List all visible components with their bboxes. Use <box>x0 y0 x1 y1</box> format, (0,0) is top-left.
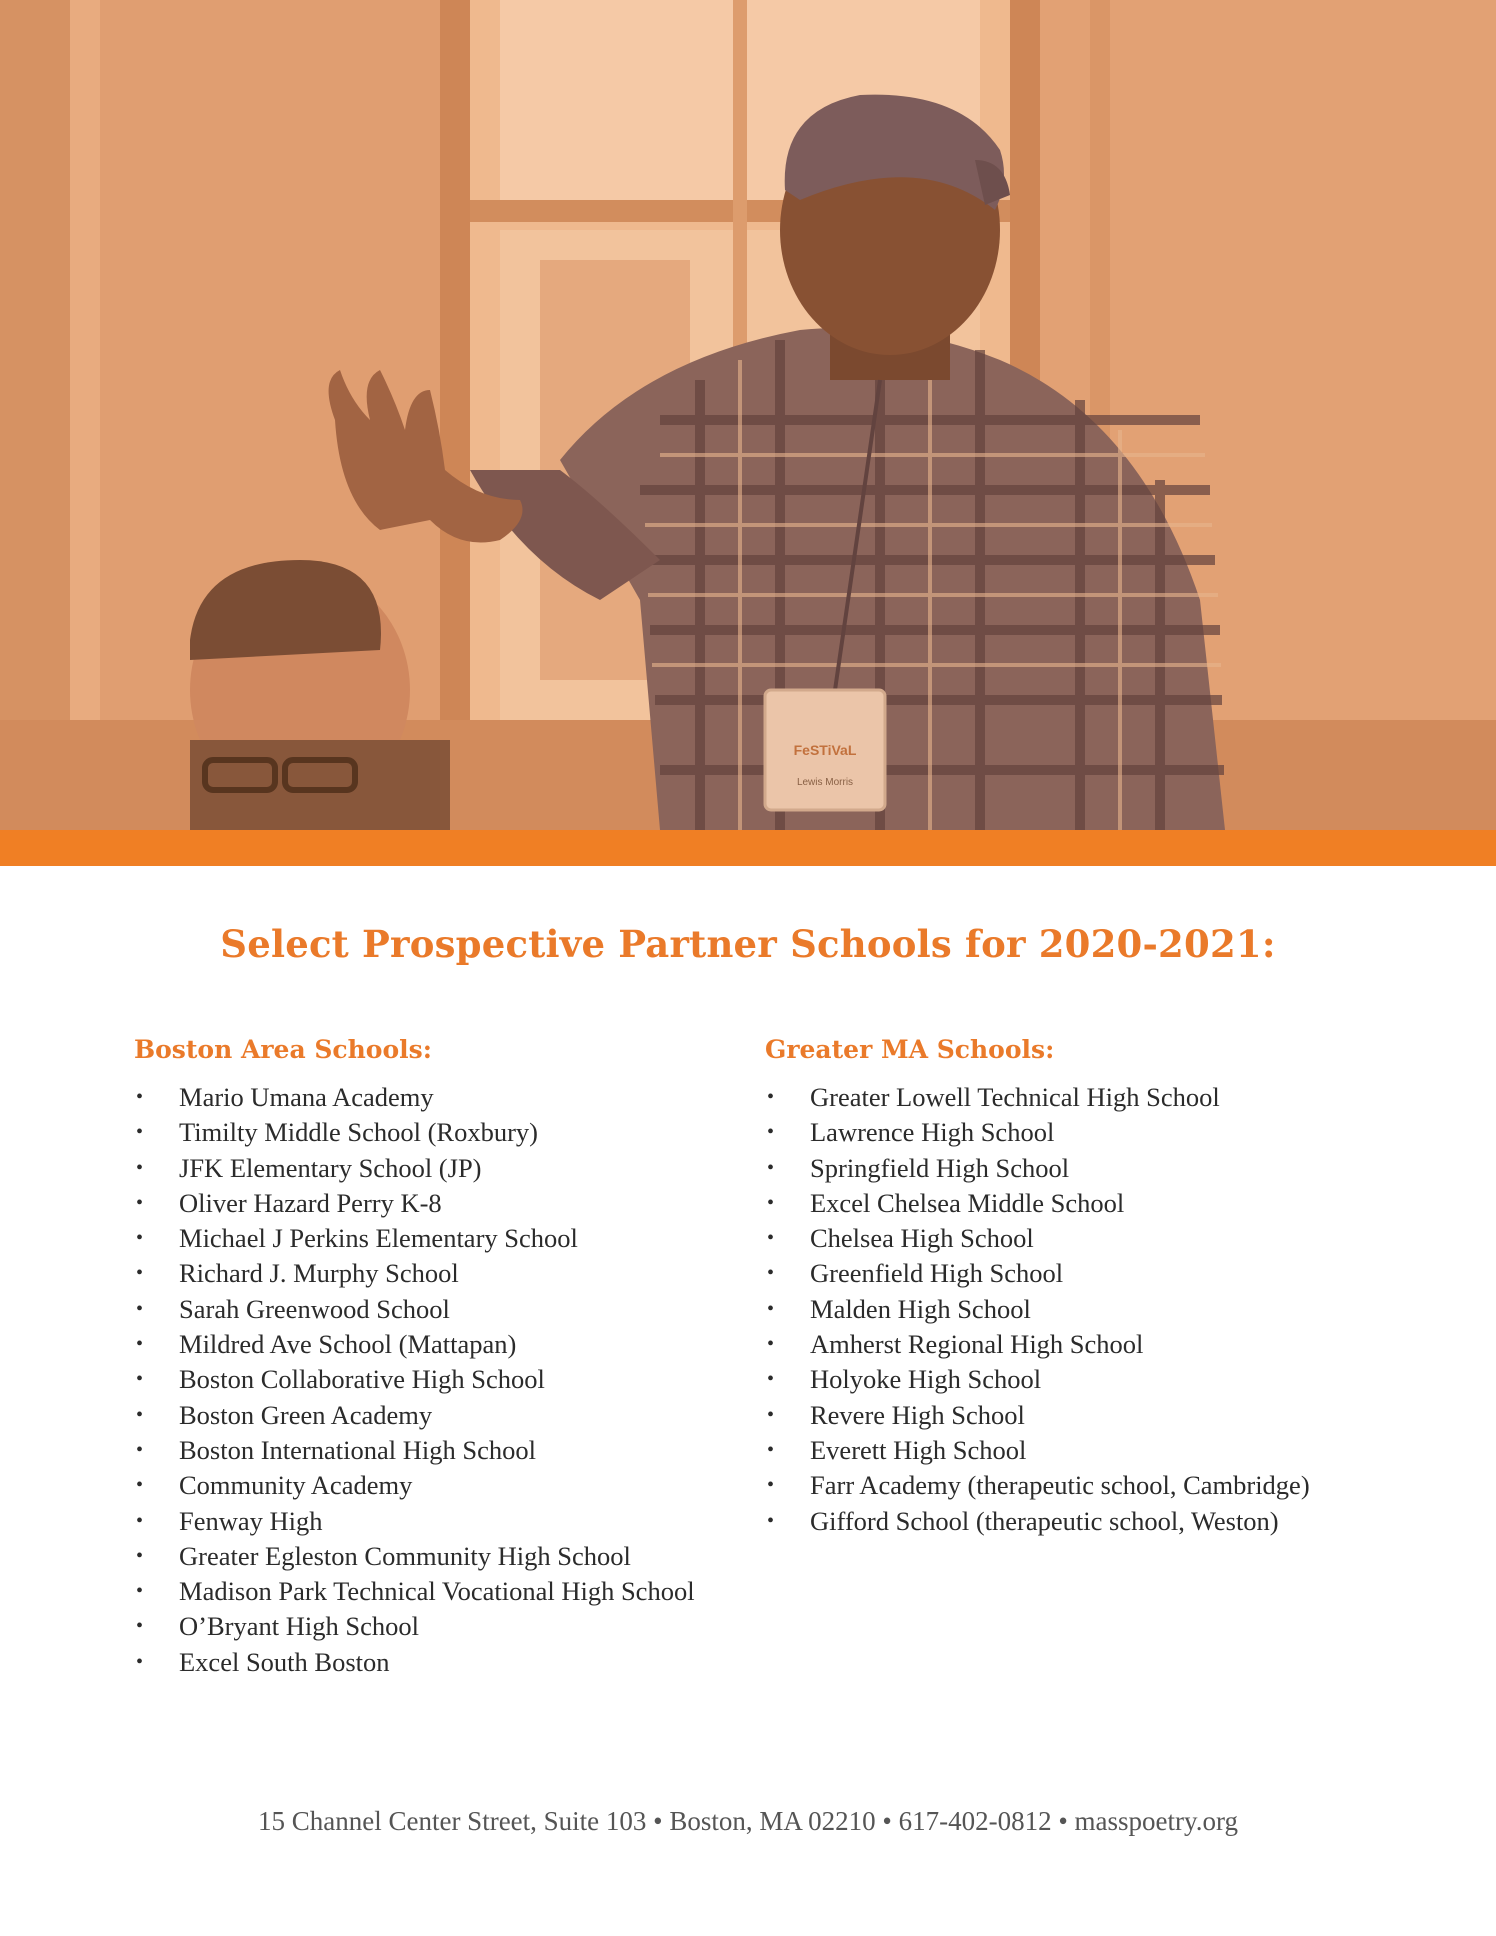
school-name: Farr Academy (therapeutic school, Cambridge) <box>810 1470 1310 1501</box>
school-name: Madison Park Technical Vocational High School <box>179 1576 695 1607</box>
boston-schools-column <box>134 1032 734 1680</box>
bullet-icon: • <box>767 1297 775 1320</box>
bullet-icon: • <box>136 1580 144 1603</box>
greater-ma-schools-column <box>765 1032 1365 1539</box>
school-name: Gifford School (therapeutic school, Weston) <box>810 1505 1279 1536</box>
bullet-icon: • <box>767 1227 775 1250</box>
school-name: Fenway High <box>179 1505 323 1536</box>
school-name: Amherst Regional High School <box>810 1329 1144 1360</box>
bullet-icon: • <box>136 1474 144 1497</box>
school-name: Malden High School <box>810 1293 1031 1324</box>
hero-photo <box>0 0 1496 830</box>
bullet-icon: • <box>136 1227 144 1250</box>
boston-schools-list <box>134 1080 734 1680</box>
list-item <box>765 1362 1365 1397</box>
list-item <box>134 1327 734 1362</box>
school-name: Sarah Greenwood School <box>179 1293 450 1324</box>
list-item <box>134 1468 734 1503</box>
bullet-icon: • <box>136 1403 144 1426</box>
bullet-icon: • <box>767 1086 775 1108</box>
bullet-icon: • <box>136 1191 144 1214</box>
list-item <box>134 1292 734 1327</box>
bullet-icon: • <box>136 1333 144 1356</box>
list-item <box>134 1221 734 1256</box>
list-item <box>765 1151 1365 1186</box>
orange-divider-band <box>0 830 1496 866</box>
page-title: Select Prospective Partner Schools for 2020-2021: <box>220 922 1276 966</box>
school-name: Michael J Perkins Elementary School <box>179 1223 578 1254</box>
bullet-icon: • <box>136 1368 144 1391</box>
footer-address: 15 Channel Center Street, Suite 103 • Boston, MA 02210 • 617-402-0812 • masspoetry.org <box>257 1806 1239 1836</box>
school-name: Springfield High School <box>810 1152 1070 1183</box>
school-name: JFK Elementary School (JP) <box>179 1152 482 1183</box>
school-name: Boston Green Academy <box>179 1399 433 1430</box>
bullet-icon: • <box>136 1121 144 1144</box>
greater-ma-schools-heading: Greater MA Schools: <box>765 1035 1055 1064</box>
bullet-icon: • <box>136 1544 144 1567</box>
bullet-icon: • <box>136 1509 144 1532</box>
list-item <box>134 1151 734 1186</box>
list-item <box>765 1468 1365 1503</box>
school-name: Mario Umana Academy <box>179 1082 434 1112</box>
list-item <box>765 1186 1365 1221</box>
list-item <box>134 1433 734 1468</box>
school-name: Excel Chelsea Middle School <box>810 1187 1125 1218</box>
list-item <box>765 1327 1365 1362</box>
bullet-icon: • <box>767 1368 775 1391</box>
bullet-icon: • <box>136 1262 144 1285</box>
list-item <box>765 1221 1365 1256</box>
list-item <box>134 1609 734 1644</box>
school-name: Excel South Boston <box>179 1646 390 1677</box>
list-item <box>134 1186 734 1221</box>
bullet-icon: • <box>136 1297 144 1320</box>
list-item <box>134 1256 734 1291</box>
bullet-icon: • <box>767 1262 775 1285</box>
bullet-icon: • <box>767 1474 775 1497</box>
list-item <box>765 1504 1365 1539</box>
greater-ma-schools-list <box>765 1080 1365 1539</box>
school-name: Timilty Middle School (Roxbury) <box>179 1117 539 1148</box>
bullet-icon: • <box>767 1191 775 1214</box>
list-item <box>134 1362 734 1397</box>
list-item <box>134 1645 734 1680</box>
bullet-icon: • <box>136 1086 144 1108</box>
school-name: Chelsea High School <box>810 1223 1034 1254</box>
school-name: Greater Egleston Community High School <box>179 1540 631 1571</box>
list-item <box>765 1256 1365 1291</box>
list-item <box>134 1115 734 1150</box>
list-item <box>134 1574 734 1609</box>
school-name: Everett High School <box>810 1434 1027 1465</box>
boston-schools-heading: Boston Area Schools: <box>134 1035 432 1064</box>
bullet-icon: • <box>136 1156 144 1179</box>
bullet-icon: • <box>767 1156 775 1179</box>
school-name: Lawrence High School <box>810 1117 1055 1148</box>
bullet-icon: • <box>136 1650 144 1673</box>
list-item <box>134 1504 734 1539</box>
list-item <box>765 1292 1365 1327</box>
bullet-icon: • <box>136 1615 144 1638</box>
bullet-icon: • <box>767 1121 775 1144</box>
school-name: Greater Lowell Technical High School <box>810 1082 1220 1112</box>
bullet-icon: • <box>767 1438 775 1461</box>
bullet-icon: • <box>767 1509 775 1532</box>
bullet-icon: • <box>767 1333 775 1356</box>
list-item <box>765 1080 1365 1115</box>
school-name: Community Academy <box>179 1470 413 1501</box>
bullet-icon: • <box>767 1403 775 1426</box>
list-item <box>765 1398 1365 1433</box>
school-name: Mildred Ave School (Mattapan) <box>179 1329 517 1360</box>
school-name: Boston International High School <box>179 1434 536 1465</box>
school-name: Holyoke High School <box>810 1364 1042 1395</box>
list-item <box>134 1398 734 1433</box>
school-name: Richard J. Murphy School <box>179 1258 459 1289</box>
school-name: Revere High School <box>810 1399 1025 1430</box>
list-item <box>765 1433 1365 1468</box>
badge-festival-text: FeSTiVaL <box>793 742 857 758</box>
hero-illustration <box>0 0 1496 830</box>
bullet-icon: • <box>136 1438 144 1461</box>
badge-name-text: Lewis Morris <box>796 777 854 788</box>
list-item <box>765 1115 1365 1150</box>
list-item <box>134 1080 734 1115</box>
school-name: Boston Collaborative High School <box>179 1364 545 1395</box>
school-name: Greenfield High School <box>810 1258 1064 1289</box>
list-item <box>134 1539 734 1574</box>
school-name: O’Bryant High School <box>179 1611 419 1642</box>
school-name: Oliver Hazard Perry K-8 <box>179 1187 442 1218</box>
